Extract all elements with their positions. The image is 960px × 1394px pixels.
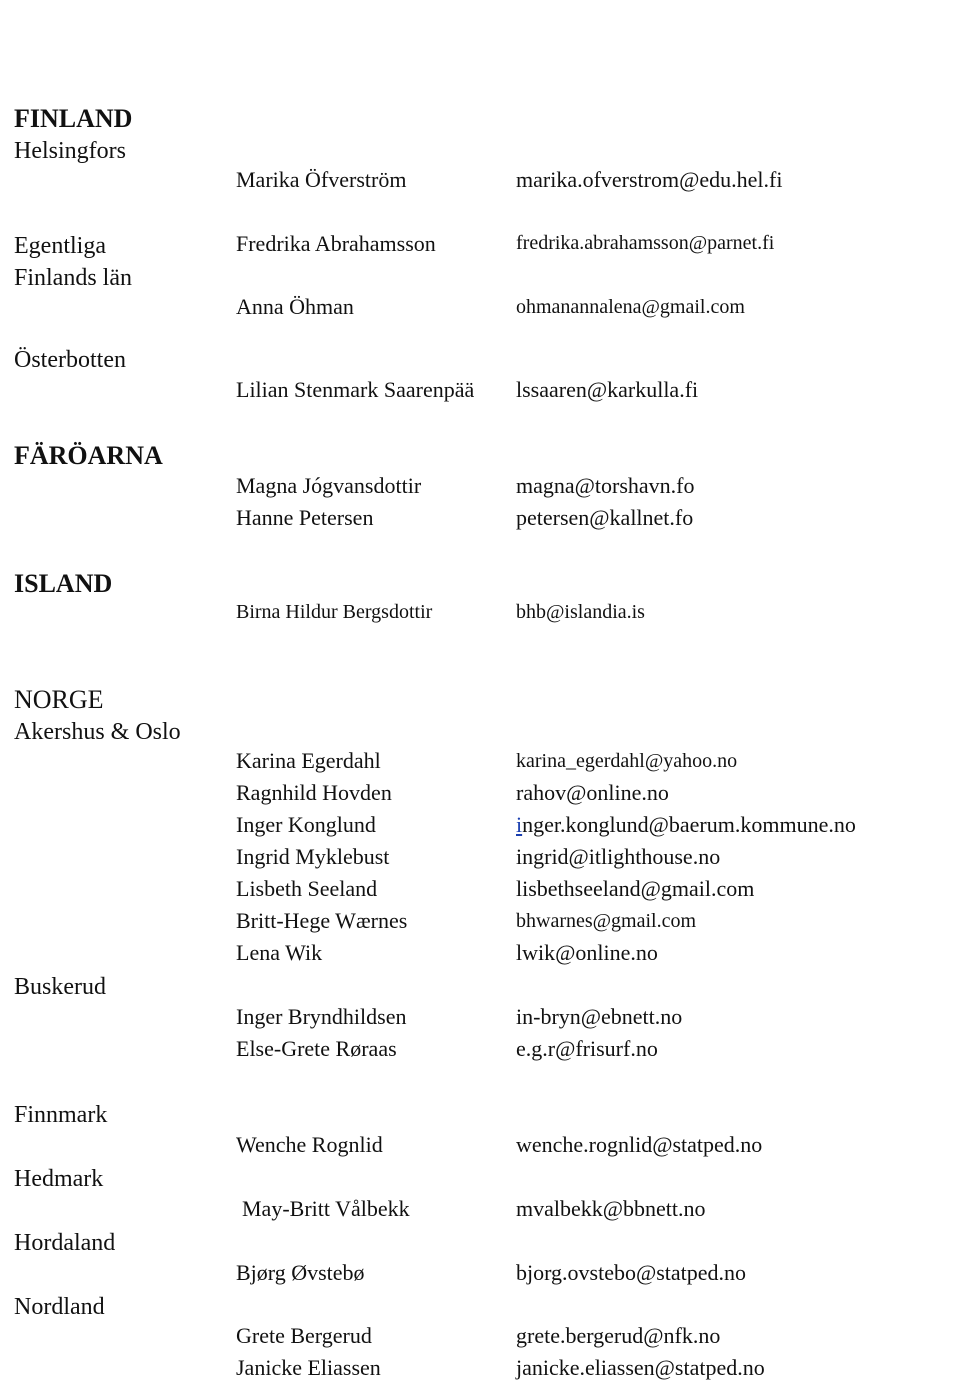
region-finnmark: Finnmark	[14, 1102, 108, 1128]
contact-name: Fredrika Abrahamsson	[236, 231, 436, 256]
contact-email[interactable]: marika.ofverstrom@edu.hel.fi	[516, 167, 783, 192]
contact-email[interactable]: rahov@online.no	[516, 780, 669, 805]
region-akershus-oslo: Akershus & Oslo	[14, 719, 181, 745]
contact-email[interactable]: magna@torshavn.fo	[516, 473, 695, 498]
email-text: nger.konglund@baerum.kommune.no	[522, 812, 856, 837]
region-egentliga-line2: Finlands län	[14, 265, 132, 291]
contact-email[interactable]: fredrika.abrahamsson@parnet.fi	[516, 232, 775, 254]
contact-name: Else-Grete Røraas	[236, 1036, 397, 1061]
contact-name: Wenche Rognlid	[236, 1132, 383, 1157]
region-nordland: Nordland	[14, 1294, 105, 1320]
contact-email[interactable]: in-bryn@ebnett.no	[516, 1004, 683, 1029]
contact-email[interactable]: karina_egerdahl@yahoo.no	[516, 750, 738, 772]
contact-name: Karina Egerdahl	[236, 748, 381, 773]
contact-name: Ingrid Myklebust	[236, 844, 390, 869]
contact-email[interactable]: mvalbekk@bbnett.no	[516, 1196, 706, 1221]
contact-email[interactable]: lisbethseeland@gmail.com	[516, 876, 755, 901]
contact-email[interactable]: wenche.rognlid@statped.no	[516, 1132, 763, 1157]
contact-name: May-Britt Vålbekk	[242, 1196, 410, 1221]
region-egentliga-line1: Egentliga	[14, 233, 106, 259]
contact-email[interactable]: bhb@islandia.is	[516, 601, 645, 623]
contact-email[interactable]: lssaaren@karkulla.fi	[516, 377, 699, 402]
region-hordaland: Hordaland	[14, 1230, 116, 1256]
contact-email[interactable]: janicke.eliassen@statped.no	[516, 1355, 765, 1380]
contact-email[interactable]: ohmanannalena@gmail.com	[516, 296, 745, 318]
contact-name: Lilian Stenmark Saarenpää	[236, 377, 475, 402]
country-heading-finland: FINLAND	[14, 104, 133, 133]
contact-email[interactable]: bjorg.ovstebo@statped.no	[516, 1260, 747, 1285]
contact-email[interactable]: lwik@online.no	[516, 940, 658, 965]
region-osterbotten: Österbotten	[14, 347, 126, 373]
contact-name: Lisbeth Seeland	[236, 876, 378, 901]
contact-email[interactable]: e.g.r@frisurf.no	[516, 1036, 658, 1061]
contact-name: Grete Bergerud	[236, 1323, 372, 1348]
region-helsingfors: Helsingfors	[14, 138, 126, 164]
contact-email[interactable]: ingrid@itlighthouse.no	[516, 844, 721, 869]
country-heading-faroarna: FÄRÖARNA	[14, 441, 163, 470]
region-hedmark: Hedmark	[14, 1166, 104, 1192]
contact-name: Lena Wik	[236, 940, 323, 965]
contact-email[interactable]	[516, 814, 856, 836]
contact-email[interactable]: bhwarnes@gmail.com	[516, 910, 697, 932]
contact-email[interactable]: grete.bergerud@nfk.no	[516, 1323, 721, 1348]
contact-email[interactable]: petersen@kallnet.fo	[516, 505, 694, 530]
country-heading-norge: NORGE	[14, 685, 104, 714]
contact-name: Ragnhild Hovden	[236, 780, 392, 805]
contact-name: Hanne Petersen	[236, 505, 374, 530]
contact-name: Birna Hildur Bergsdottir	[236, 601, 433, 623]
contact-name: Britt-Hege Wærnes	[236, 908, 408, 933]
email-link-fragment[interactable]: i	[516, 812, 523, 837]
contact-name: Magna Jógvansdottir	[236, 473, 422, 498]
contact-name: Janicke Eliassen	[236, 1355, 381, 1380]
country-heading-island: ISLAND	[14, 569, 113, 598]
contact-name: Bjørg Øvstebø	[236, 1260, 365, 1285]
region-buskerud: Buskerud	[14, 974, 106, 1000]
contact-name: Marika Öfverström	[236, 167, 407, 192]
contact-name: Inger Bryndhildsen	[236, 1004, 407, 1029]
contact-name: Anna Öhman	[236, 294, 354, 319]
contact-name: Inger Konglund	[236, 812, 376, 837]
